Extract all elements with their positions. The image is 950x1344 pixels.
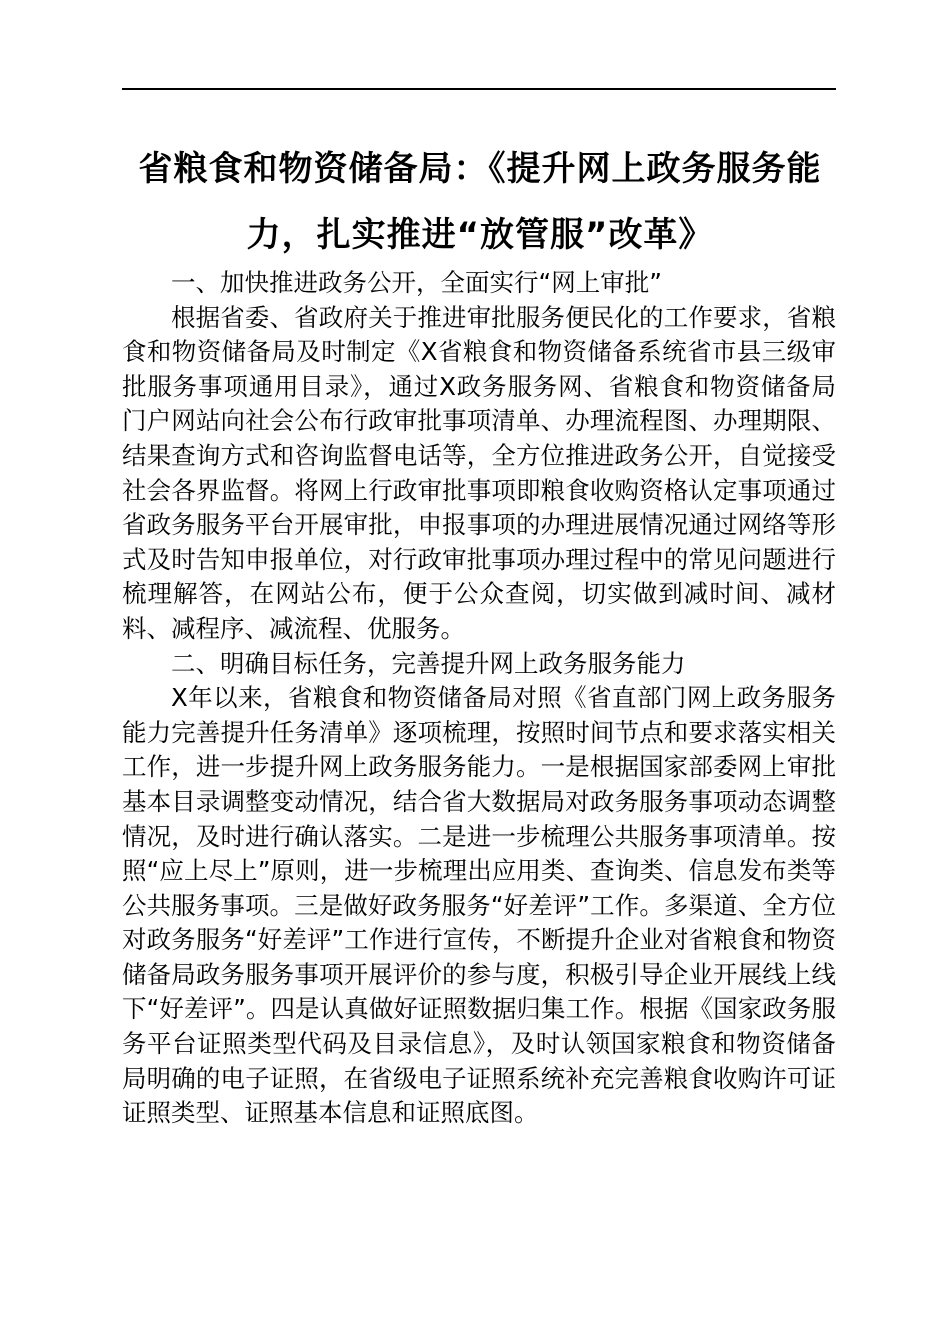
section-2-paragraph: X年以来，省粮食和物资储备局对照《省直部门网上政务服务能力完善提升任务清单》逐项梳理，按照时间节点和要求落实相关工作，进一步提升网上政务服务能力。一是根据国家部委网上审批基本目录调整变动情况，结合省大数据局对政务服务事项动态调整情况，及时进行确认落实。二是进一步梳理公共服务事项清单。按照“应上尽上”原则，进一步梳理出应用类、查询类、信息发布类等公共服务事项。三是做好政务服务“好差评”工作。多渠道、全方位对政务服务“好差评”工作进行宣传，不断提升企业对省粮食和物资储备局政务服务事项开展评价的参与度，积极引导企业开展线上线下“好差评”。四是认真做好证照数据归集工作。根据《国家政务服务平台证照类型代码及目录信息》，及时认领国家粮食和物资储备局明确的电子证照，在省级电子证照系统补充完善粮食收购许可证证照类型、证照基本信息和证照底图。 — [122, 683, 836, 1128]
section-2-heading: 二、明确目标任务，完善提升网上政务服务能力 — [171, 648, 686, 678]
header-rule — [122, 88, 836, 90]
section-1-heading: 一、加快推进政务公开，全面实行“网上审批” — [171, 268, 662, 297]
document-body — [122, 266, 836, 1131]
document-title: 省粮食和物资储备局：《提升网上政务服务能力，扎实推进“放管服”改革》 — [138, 149, 822, 255]
section-1-paragraph: 根据省委、省政府关于推进审批服务便民化的工作要求，省粮食和物资储备局及时制定《X省粮食和物资储备系统省市县三级审批服务事项通用目录》，通过X政务服务网、省粮食和物资储备局门户网站向社会公布行政审批事项清单、办理流程图、办理期限、结果查询方式和咨询监督电话等，全方位推进政务公开，自觉接受社会各界监督。将网上行政审批事项即粮食收购资格认定事项通过省政务服务平台开展审批，申报事项的办理进展情况通过网络等形式及时告知申报单位，对行政审批事项办理过程中的常见问题进行梳理解答，在网站公布，便于公众查阅，切实做到减时间、减材料、减程序、减流程、优服务。 — [122, 302, 836, 643]
